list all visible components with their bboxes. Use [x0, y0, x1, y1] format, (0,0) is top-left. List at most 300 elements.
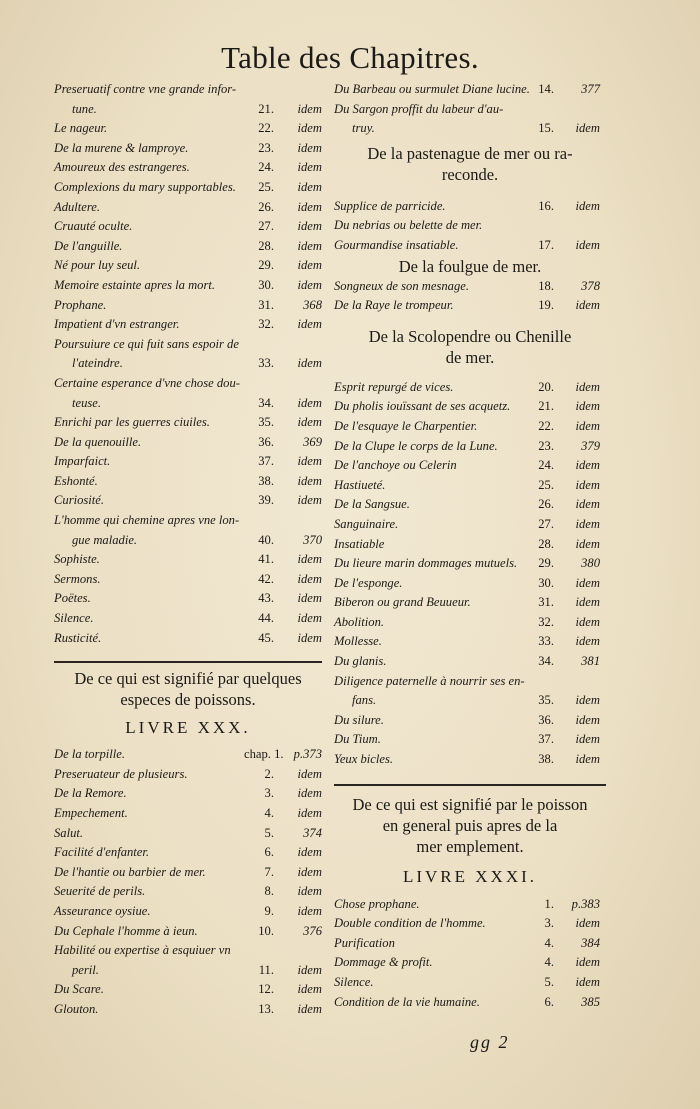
- page-title: Table des Chapitres.: [221, 40, 479, 75]
- entry-title: Du pholis iouïssant de ses acquetz.: [334, 399, 511, 414]
- entry-title: De l'anchoye ou Celerin: [334, 458, 457, 473]
- entry-title: Double condition de l'homme.: [334, 916, 486, 931]
- entry-page: idem: [575, 399, 600, 414]
- section-heading: De la Scolopendre ou Chenille: [368, 326, 572, 346]
- index-entry: [334, 535, 606, 555]
- entry-chapter: 27.: [538, 516, 554, 531]
- entry-page: idem: [575, 955, 600, 970]
- entry-chapter: 23.: [538, 438, 554, 453]
- entry-title: De l'hantie ou barbier de mer.: [54, 864, 206, 879]
- entry-title: De la torpille.: [54, 747, 126, 762]
- index-entry: [334, 119, 606, 139]
- entry-chapter: 38.: [258, 473, 274, 488]
- index-entry: [54, 491, 322, 511]
- entry-page: idem: [575, 198, 600, 213]
- entry-page: idem: [297, 199, 322, 214]
- index-entry: [54, 315, 322, 335]
- entry-chapter: 20.: [538, 379, 554, 394]
- index-entry: [334, 476, 606, 496]
- entry-page: idem: [297, 258, 322, 273]
- entry-title: Prophane.: [54, 297, 107, 312]
- index-entry: [334, 895, 606, 915]
- entry-list: [334, 378, 606, 770]
- index-entry: [334, 296, 606, 316]
- entry-chapter: 40.: [258, 532, 274, 547]
- entry-title: De la quenouille.: [54, 434, 142, 449]
- entry-page: idem: [297, 140, 322, 155]
- entry-title: Adultere.: [54, 199, 101, 214]
- entry-title: Condition de la vie humaine.: [334, 994, 480, 1009]
- entry-title: Du nebrias ou belette de mer.: [334, 218, 483, 233]
- entry-chapter: 2.: [264, 766, 274, 781]
- entry-page: idem: [297, 845, 322, 860]
- entry-title: gue maladie.: [72, 532, 138, 547]
- index-entry: [334, 495, 606, 515]
- entry-chapter: 4.: [264, 806, 274, 820]
- entry-title: Du lieure marin dommages mutuels.: [334, 556, 518, 571]
- entry-title: Du Barbeau ou surmulet Diane lucine.: [334, 82, 530, 96]
- entry-title: De l'esponge.: [334, 575, 403, 590]
- entry-title: Sophiste.: [54, 552, 100, 567]
- entry-title: Eshonté.: [54, 473, 98, 488]
- entry-title: Dommage & profit.: [334, 955, 433, 970]
- entry-page: idem: [297, 552, 322, 567]
- entry-title: Curiosité.: [54, 493, 105, 508]
- section-heading: De ce qui est signifié par le poisson: [352, 794, 588, 814]
- entry-chapter: 28.: [538, 536, 554, 551]
- index-entry: [334, 456, 606, 476]
- entry-chapter: 17.: [538, 237, 554, 252]
- entry-chapter: 8.: [264, 884, 274, 899]
- entry-title: Yeux bicles.: [334, 752, 393, 767]
- entry-list: [334, 197, 606, 256]
- index-entry: [334, 672, 606, 692]
- entry-page: idem: [297, 630, 322, 645]
- entry-chapter: 21.: [538, 399, 554, 414]
- entry-title: Gourmandise insatiable.: [334, 237, 459, 252]
- entry-page: idem: [297, 806, 322, 820]
- index-entry: [54, 961, 322, 981]
- entry-page: 370: [303, 532, 322, 547]
- entry-title: Hastiueté.: [334, 477, 386, 492]
- entry-page: idem: [575, 732, 600, 747]
- entry-chapter: 12.: [258, 982, 274, 997]
- index-entry: [334, 652, 606, 672]
- index-entry: [54, 980, 322, 1000]
- entry-chapter: 24.: [538, 458, 554, 473]
- entry-page: idem: [297, 473, 322, 488]
- entry-title: Preseruateur de plusieurs.: [54, 766, 188, 781]
- entry-chapter: 6.: [544, 994, 554, 1009]
- entry-list: [54, 80, 322, 648]
- entry-page: idem: [297, 317, 322, 332]
- entry-chapter: 18.: [538, 278, 554, 293]
- entry-title: Du Sargon proffit du labeur d'au-: [334, 101, 504, 116]
- entry-title: Sermons.: [54, 571, 101, 586]
- entry-chapter: 39.: [258, 493, 274, 508]
- entry-page: 376: [303, 923, 322, 938]
- entry-title: Du Scare.: [54, 982, 104, 997]
- entry-title: Facilité d'enfanter.: [54, 845, 150, 860]
- entry-chapter: 22.: [258, 121, 274, 136]
- entry-title: Biberon ou grand Beuueur.: [334, 595, 471, 610]
- entry-page: idem: [297, 101, 322, 116]
- entry-page: idem: [575, 916, 600, 931]
- index-entry: [54, 609, 322, 629]
- entry-chapter: 19.: [538, 298, 554, 313]
- index-entry: [54, 100, 322, 120]
- entry-chapter: 6.: [264, 845, 274, 860]
- entry-chapter: 5.: [264, 825, 274, 840]
- entry-title: Sanguinaire.: [334, 516, 399, 531]
- index-entry: [54, 119, 322, 139]
- entry-chapter: 42.: [258, 571, 274, 586]
- entry-chapter: 13.: [258, 1001, 274, 1016]
- index-entry: [54, 531, 322, 551]
- section-heading: de mer.: [445, 347, 495, 367]
- entry-chapter: 27.: [258, 219, 274, 234]
- index-entry: [334, 613, 606, 633]
- entry-chapter: 25.: [258, 179, 274, 194]
- entry-chapter: 35.: [538, 693, 554, 708]
- index-entry: [54, 256, 322, 276]
- entry-title: Silence.: [334, 975, 374, 989]
- entry-title: Imparfaict.: [54, 454, 111, 469]
- entry-page: idem: [575, 497, 600, 512]
- entry-title: Abolition.: [334, 614, 385, 629]
- index-entry: [54, 941, 322, 961]
- entry-chapter: 31.: [538, 595, 554, 610]
- entry-page: idem: [575, 458, 600, 473]
- entry-page: idem: [297, 395, 322, 410]
- entry-page: 368: [303, 297, 322, 312]
- entry-page: 374: [303, 825, 322, 840]
- entry-title: Habilité ou expertise à esquiuer vn: [54, 943, 231, 958]
- index-entry: [54, 882, 322, 902]
- entry-chapter: 15.: [538, 121, 554, 136]
- entry-chapter: 32.: [258, 317, 274, 332]
- index-entry: [54, 765, 322, 785]
- entry-list: [334, 80, 606, 139]
- entry-chapter: 7.: [264, 864, 274, 879]
- entry-page: idem: [297, 160, 322, 175]
- entry-chapter: 38.: [538, 752, 554, 767]
- book-number: LIVRE XXXI.: [402, 866, 538, 886]
- index-entry: [54, 784, 322, 804]
- entry-chapter: 30.: [258, 277, 274, 292]
- entry-title: De la Sangsue.: [334, 497, 410, 512]
- index-entry: [334, 197, 606, 217]
- entry-title: Le nageur.: [54, 121, 108, 136]
- index-entry: [54, 354, 322, 374]
- index-entry: [54, 804, 322, 824]
- entry-title: fans.: [352, 693, 377, 708]
- entry-title: tune.: [72, 101, 97, 116]
- entry-chapter: chap. 1.: [244, 747, 284, 762]
- entry-title: Du Tium.: [334, 732, 381, 747]
- index-entry: [334, 100, 606, 120]
- entry-chapter: 24.: [258, 160, 274, 175]
- entry-title: Né pour luy seul.: [54, 258, 141, 273]
- entry-title: Preseruatif contre vne grande infor-: [54, 82, 237, 96]
- entry-page: idem: [297, 591, 322, 606]
- entry-page: idem: [297, 864, 322, 879]
- entry-title: Empechement.: [54, 806, 128, 820]
- index-entry: [54, 570, 322, 590]
- entry-page: idem: [575, 575, 600, 590]
- entry-chapter: 31.: [258, 297, 274, 312]
- index-entry: [334, 914, 606, 934]
- index-entry: [334, 397, 606, 417]
- index-entry: [334, 80, 606, 100]
- entry-page: idem: [575, 379, 600, 394]
- entry-chapter: 3.: [264, 786, 274, 801]
- entry-title: Glouton.: [54, 1001, 99, 1016]
- entry-list: [334, 895, 606, 1013]
- index-entry: [334, 953, 606, 973]
- entry-page: 378: [581, 278, 600, 293]
- entry-title: De l'esquaye le Charpentier.: [334, 418, 478, 433]
- entry-chapter: 43.: [258, 591, 274, 606]
- entry-page: idem: [297, 884, 322, 899]
- entry-page: idem: [297, 571, 322, 586]
- index-entry: [334, 934, 606, 954]
- entry-chapter: 4.: [544, 955, 554, 970]
- index-entry: [54, 198, 322, 218]
- index-entry: [54, 589, 322, 609]
- entry-page: 381: [581, 654, 600, 669]
- entry-list: [54, 745, 322, 1019]
- entry-title: Silence.: [54, 611, 94, 626]
- entry-chapter: 34.: [258, 395, 274, 410]
- index-entry: [334, 993, 606, 1013]
- entry-title: L'homme qui chemine apres vne lon-: [54, 513, 240, 528]
- index-entry: [54, 824, 322, 844]
- entry-page: idem: [297, 982, 322, 997]
- entry-chapter: 4.: [544, 935, 554, 950]
- entry-title: Cruauté oculte.: [54, 219, 133, 234]
- index-entry: [54, 413, 322, 433]
- entry-page: idem: [297, 454, 322, 469]
- left-column: [54, 80, 322, 1020]
- index-entry: [54, 296, 322, 316]
- entry-page: idem: [575, 712, 600, 727]
- index-entry: [334, 632, 606, 652]
- entry-page: idem: [575, 614, 600, 629]
- entry-chapter: 37.: [538, 732, 554, 747]
- index-entry: [54, 902, 322, 922]
- entry-title: Poëtes.: [54, 591, 91, 606]
- entry-chapter: 45.: [258, 630, 274, 645]
- entry-title: truy.: [352, 121, 375, 136]
- entry-title: Seuerité de perils.: [54, 884, 146, 899]
- entry-page: idem: [575, 752, 600, 767]
- entry-chapter: 35.: [258, 415, 274, 430]
- index-entry: [54, 374, 322, 394]
- index-entry: [334, 574, 606, 594]
- index-entry: [334, 973, 606, 993]
- entry-chapter: 29.: [258, 258, 274, 273]
- entry-chapter: 9.: [264, 903, 274, 918]
- entry-page: idem: [575, 418, 600, 433]
- entry-chapter: 11.: [258, 962, 274, 977]
- entry-chapter: 5.: [544, 975, 554, 989]
- entry-page: idem: [575, 634, 600, 649]
- index-entry: [54, 335, 322, 355]
- index-entry: [334, 750, 606, 770]
- entry-page: p.373: [293, 747, 322, 762]
- entry-title: Du Cephale l'homme à ieun.: [54, 923, 198, 938]
- entry-chapter: 30.: [538, 575, 554, 590]
- entry-title: Esprit repurgé de vices.: [334, 379, 454, 394]
- entry-chapter: 10.: [258, 923, 274, 938]
- section-heading: De la pastenague de mer ou ra-: [367, 143, 573, 163]
- entry-page: 385: [581, 994, 600, 1009]
- entry-page: idem: [575, 975, 600, 989]
- entry-page: idem: [575, 121, 600, 136]
- index-entry: [334, 277, 606, 297]
- entry-title: Mollesse.: [334, 634, 382, 649]
- entry-page: idem: [297, 121, 322, 136]
- entry-page: idem: [297, 1001, 322, 1016]
- entry-page: idem: [575, 693, 600, 708]
- signature-mark: gg 2: [470, 1032, 510, 1052]
- index-entry: [54, 745, 322, 765]
- index-entry: [54, 922, 322, 942]
- entry-title: Amoureux des estrangeres.: [54, 160, 190, 175]
- entry-title: De la Remore.: [54, 786, 127, 801]
- entry-chapter: 33.: [258, 356, 274, 371]
- entry-page: idem: [297, 277, 322, 292]
- index-entry: [54, 629, 322, 649]
- section-heading: especes de poissons.: [120, 690, 256, 710]
- section-heading: reconde.: [441, 164, 499, 184]
- entry-page: 384: [581, 935, 600, 950]
- entry-page: p.383: [571, 896, 600, 911]
- section-heading: mer emplement.: [416, 836, 524, 856]
- entry-chapter: 21.: [258, 101, 274, 116]
- entry-page: idem: [297, 962, 322, 977]
- index-entry: [54, 80, 322, 100]
- entry-chapter: 25.: [538, 477, 554, 492]
- entry-page: 379: [581, 438, 600, 453]
- index-entry: [334, 515, 606, 535]
- entry-chapter: 26.: [258, 199, 274, 214]
- index-entry: [54, 276, 322, 296]
- index-entry: [334, 691, 606, 711]
- entry-chapter: 34.: [538, 654, 554, 669]
- entry-chapter: 16.: [538, 198, 554, 213]
- index-entry: [54, 863, 322, 883]
- entry-chapter: 3.: [544, 916, 554, 931]
- index-entry: [54, 394, 322, 414]
- index-entry: [54, 217, 322, 237]
- entry-title: Purification: [334, 935, 395, 950]
- entry-page: 369: [303, 434, 322, 449]
- entry-title: Complexions du mary supportables.: [54, 179, 236, 194]
- index-entry: [334, 711, 606, 731]
- entry-page: idem: [297, 179, 322, 194]
- index-entry: [54, 178, 322, 198]
- entry-chapter: 37.: [258, 454, 274, 469]
- entry-title: Salut.: [54, 825, 84, 840]
- index-entry: [334, 216, 606, 236]
- entry-title: l'ateindre.: [72, 356, 123, 371]
- entry-page: 377: [581, 82, 600, 96]
- index-entry: [334, 437, 606, 457]
- entry-chapter: 33.: [538, 634, 554, 649]
- entry-page: idem: [575, 298, 600, 313]
- entry-page: idem: [297, 493, 322, 508]
- entry-page: idem: [297, 611, 322, 626]
- entry-chapter: 32.: [538, 614, 554, 629]
- section-heading: De la foulgue de mer.: [398, 256, 542, 276]
- entry-title: Memoire estainte apres la mort.: [54, 277, 216, 292]
- section-heading: en general puis apres de la: [382, 815, 558, 835]
- section-heading: De ce qui est signifié par quelques: [74, 669, 302, 689]
- book-number: LIVRE XXX.: [125, 718, 251, 738]
- entry-title: Rusticité.: [54, 630, 102, 645]
- entry-title: Diligence paternelle à nourrir ses en-: [334, 673, 525, 688]
- entry-page: idem: [575, 516, 600, 531]
- index-entry: [334, 378, 606, 398]
- index-entry: [54, 472, 322, 492]
- entry-chapter: 44.: [258, 611, 274, 626]
- entry-title: Insatiable: [334, 536, 385, 551]
- index-entry: [54, 158, 322, 178]
- index-entry: [334, 730, 606, 750]
- entry-page: idem: [297, 238, 322, 253]
- entry-title: Certaine esperance d'vne chose dou-: [54, 375, 240, 390]
- entry-title: Supplice de parricide.: [334, 198, 446, 213]
- entry-chapter: 29.: [538, 556, 554, 571]
- entry-page: idem: [575, 237, 600, 252]
- index-entry: [54, 139, 322, 159]
- index-entry: [54, 1000, 322, 1020]
- index-entry: [54, 237, 322, 257]
- entry-title: De la murene & lamproye.: [54, 140, 189, 155]
- entry-chapter: 36.: [538, 712, 554, 727]
- entry-page: idem: [297, 903, 322, 918]
- entry-title: Du silure.: [334, 712, 384, 727]
- entry-title: Songneux de son mesnage.: [334, 278, 470, 293]
- entry-chapter: 14.: [538, 82, 554, 96]
- entry-chapter: 41.: [258, 552, 274, 567]
- entry-chapter: 22.: [538, 418, 554, 433]
- entry-title: De l'anguille.: [54, 238, 123, 253]
- index-entry: [334, 554, 606, 574]
- entry-title: De la Raye le trompeur.: [334, 298, 454, 313]
- entry-chapter: 28.: [258, 238, 274, 253]
- index-entry: [54, 452, 322, 472]
- entry-list: [334, 277, 606, 316]
- index-entry: [54, 433, 322, 453]
- entry-page: idem: [297, 415, 322, 430]
- right-column: [334, 80, 606, 1012]
- entry-title: De la Clupe le corps de la Lune.: [334, 438, 498, 453]
- index-entry: [334, 593, 606, 613]
- entry-page: idem: [297, 219, 322, 234]
- entry-page: idem: [297, 766, 322, 781]
- entry-title: Poursuiure ce qui fuit sans espoir de: [54, 336, 239, 351]
- entry-title: Enrichi par les guerres ciuiles.: [54, 415, 210, 430]
- index-entry: [54, 550, 322, 570]
- index-entry: [334, 236, 606, 256]
- entry-page: idem: [297, 786, 322, 801]
- entry-page: idem: [297, 356, 322, 371]
- entry-title: Du glanis.: [334, 654, 387, 669]
- entry-title: Asseurance oysiue.: [54, 903, 151, 918]
